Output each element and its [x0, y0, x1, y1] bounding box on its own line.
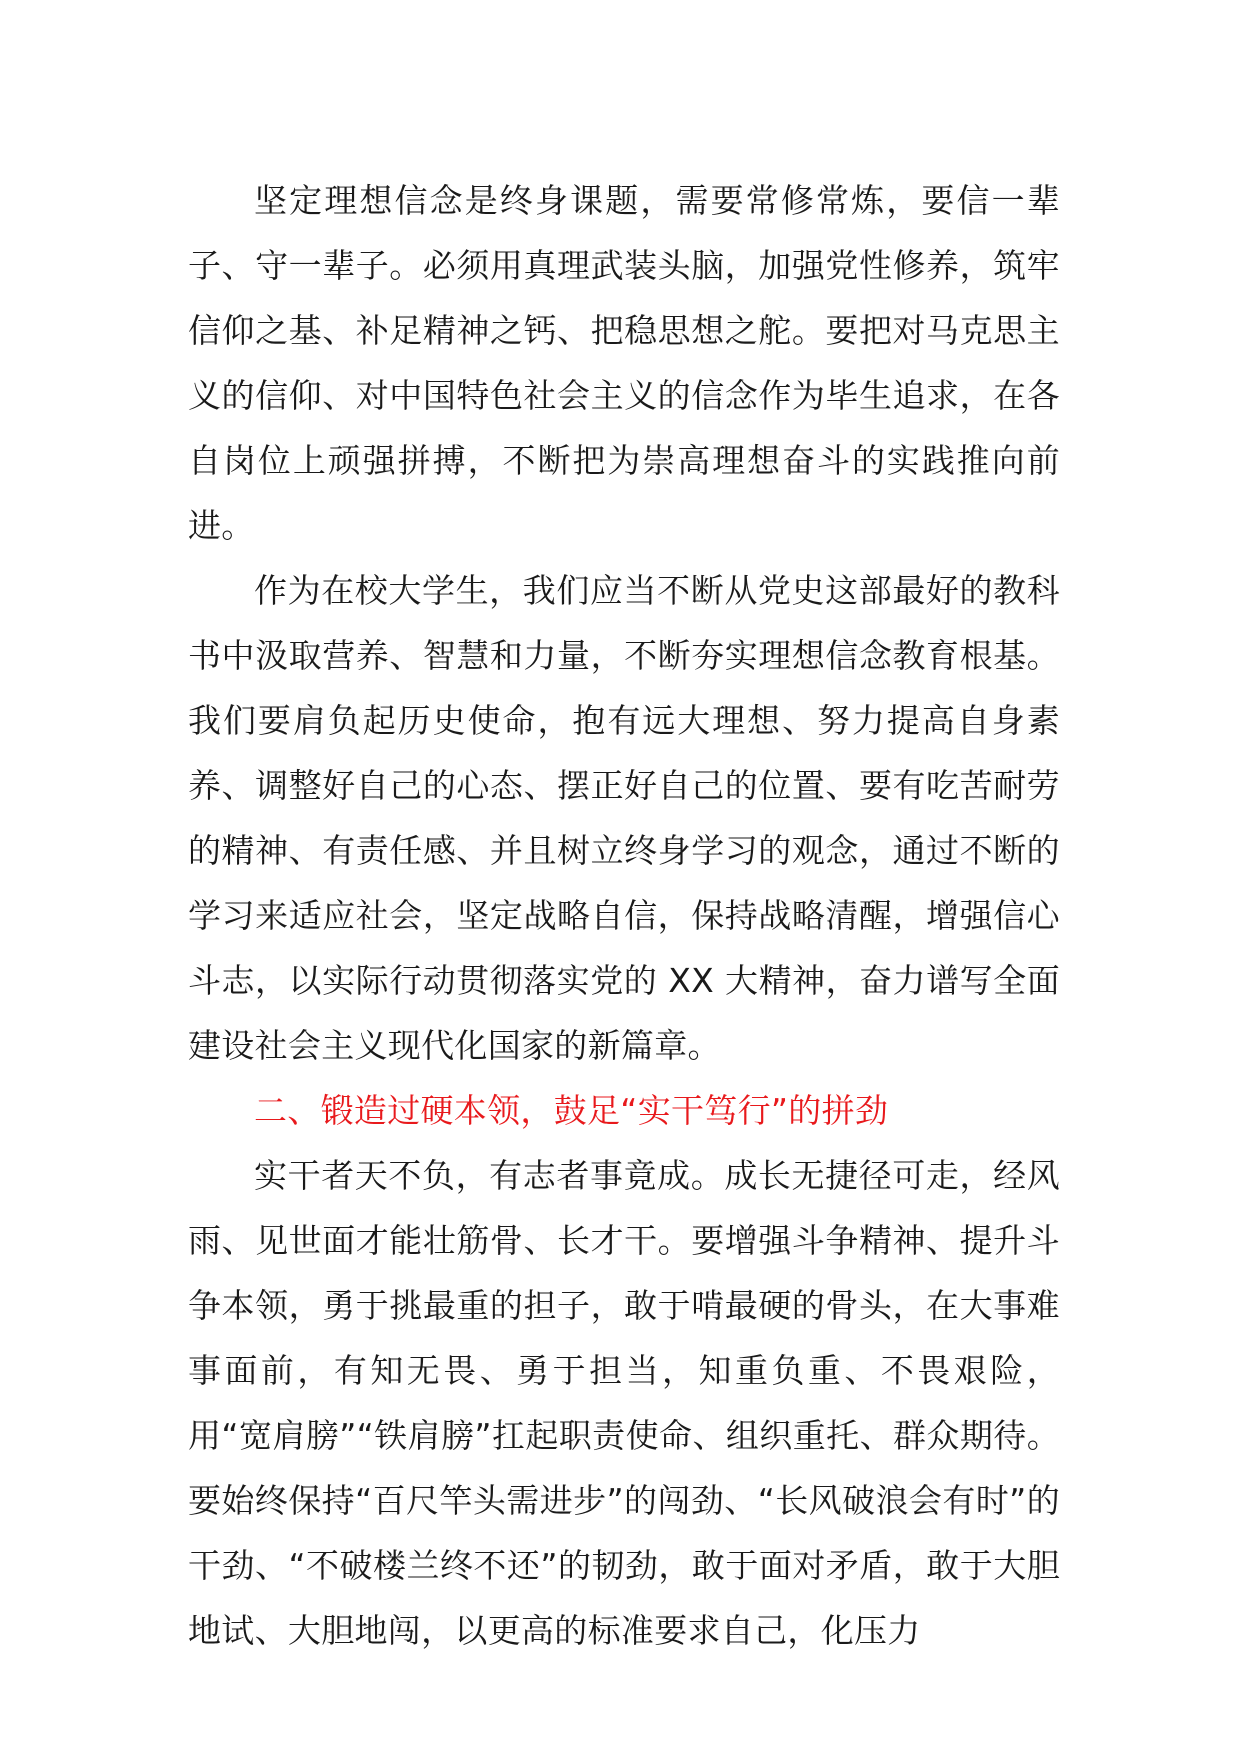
paragraph-university-students: 作为在校大学生，我们应当不断从党史这部最好的教科书中汲取营养、智慧和力量，不断夯实理想信念教育根基。我们要肩负起历史使命，抱有远大理想、努力提高自身素养、调整好自己的心态、摆正好自己的位置、要有吃苦耐劳的精神、有责任感、并且树立终身学习的观念，通过不断的学习来适应社会，坚定战略自信，保持战略清醒，增强信心斗志，以实际行动贯彻落实党的 XX 大精神，奋力谱写全面建设社会主义现代化国家的新篇章。	[188, 571, 1060, 1065]
paragraph-ideals-faith: 坚定理想信念是终身课题，需要常修常炼，要信一辈子、守一辈子。必须用真理武装头脑，加强党性修养，筑牢信仰之基、补足精神之钙、把稳思想之舵。要把对马克思主义的信仰、对中国特色社会主义的信念作为毕生追求，在各自岗位上顽强拼搏，不断把为崇高理想奋斗的实践推向前进。	[188, 181, 1060, 545]
section-heading-two: 二、锻造过硬本领，鼓足“实干笃行”的拼劲	[254, 1091, 889, 1130]
paragraph-hard-work: 实干者天不负，有志者事竟成。成长无捷径可走，经风雨、见世面才能壮筋骨、长才干。要增强斗争精神、提升斗争本领，勇于挑最重的担子，敢于啃最硬的骨头，在大事难事面前，有知无畏、勇于担当，知重负重、不畏艰险，用“宽肩膀”“铁肩膀”扛起职责使命、组织重托、群众期待。要始终保持“百尺竿头需进步”的闯劲、“长风破浪会有时”的干劲、“不破楼兰终不还”的韧劲，敢于面对矛盾，敢于大胆地试、大胆地闯，以更高的标准要求自己，化压力	[188, 1156, 1060, 1650]
document-body	[188, 168, 1060, 1663]
